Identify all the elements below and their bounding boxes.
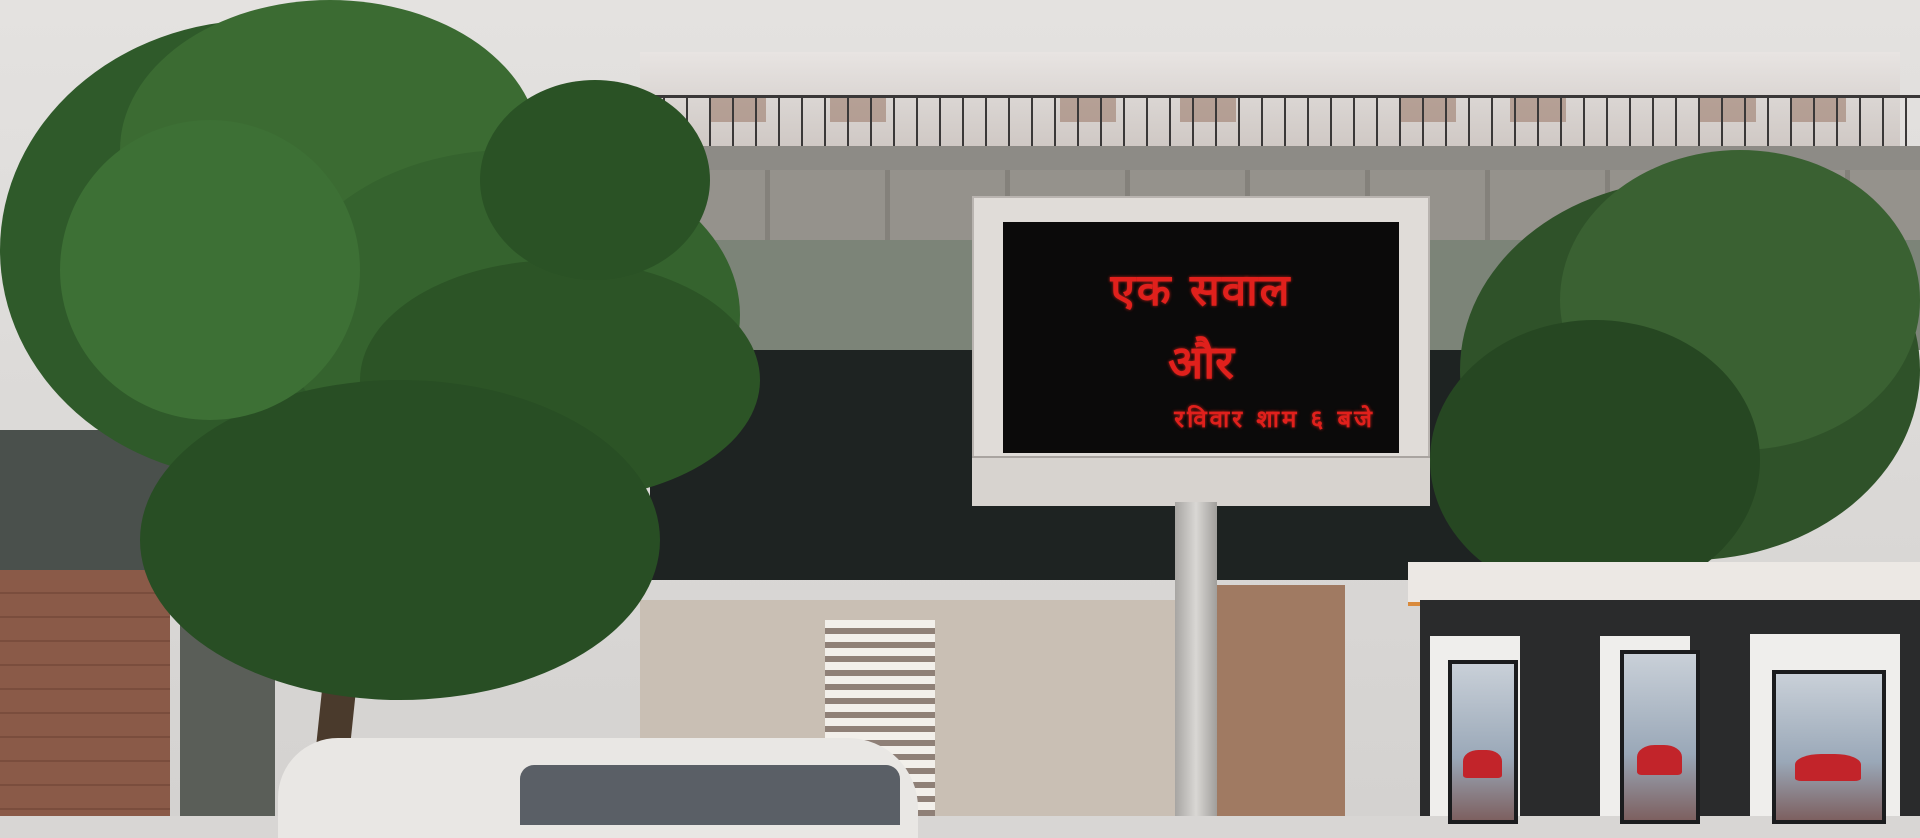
- sign-frame-bottom: [972, 456, 1430, 506]
- car-windshield: [520, 765, 900, 825]
- sign-pole: [1175, 502, 1217, 816]
- viaduct-railing: [640, 95, 1920, 151]
- bus-shelter-icon: [1420, 600, 1920, 816]
- sign-line-3: रविवार शाम ६ बजे: [1174, 405, 1375, 433]
- brick-building-left: [0, 570, 170, 816]
- sign-line-2: और: [1168, 335, 1234, 389]
- sign-line-1: एक सवाल: [1110, 265, 1292, 316]
- brick-building-right: [1215, 585, 1345, 816]
